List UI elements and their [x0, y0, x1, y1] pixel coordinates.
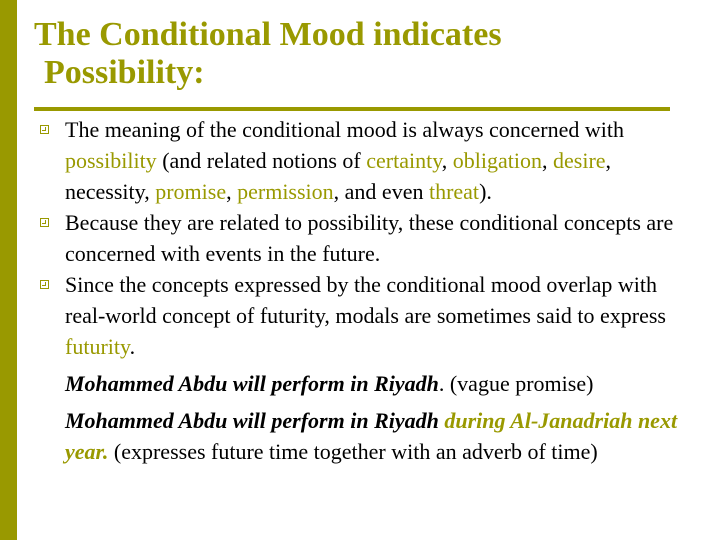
bullet-text-segment: , [441, 148, 453, 173]
bullet-item-future [38, 207, 698, 269]
example-note: . (vague promise) [438, 371, 594, 396]
highlighted-term: threat [428, 179, 480, 204]
highlighted-term: promise [155, 179, 227, 204]
highlighted-term: permission [237, 179, 334, 204]
slide-title [34, 16, 674, 92]
bullet-text-segment: (and related notions of [156, 148, 367, 173]
bullet-text-segment: . [129, 334, 136, 359]
example-text: Mohammed Abdu will perform in Riyadh [65, 408, 445, 433]
highlighted-term: futurity [65, 334, 130, 359]
example-sentence-2 [38, 405, 698, 467]
example-text: Mohammed Abdu will perform in Riyadh [65, 371, 439, 396]
example-highlighted-phrase: during Al-Janadriah next year. [65, 408, 678, 464]
bullet-text [65, 272, 666, 359]
highlighted-term: desire [553, 148, 606, 173]
bullet-text-segment: The meaning of the conditional mood is always concerned with [65, 117, 625, 142]
example-note: (expresses future time together with an adverb of time) [108, 439, 598, 464]
bullet-text-segment: , and even [333, 179, 429, 204]
slide-title-line-2: Possibility: [44, 54, 205, 91]
square-bullet-icon [40, 280, 49, 289]
bullet-text-segment: , [226, 179, 238, 204]
slide-body [38, 114, 698, 467]
highlighted-term: obligation [452, 148, 542, 173]
bullet-text [65, 117, 624, 204]
bullet-item-meaning [38, 114, 698, 207]
title-underline [34, 107, 670, 111]
bullet-text-segment: Since the concepts expressed by the conditional mood overlap with real-world concept of futurity, modals are sometimes said to express [65, 272, 666, 328]
bullet-text-segment: , necessity, [65, 148, 612, 204]
square-bullet-icon [40, 218, 49, 227]
left-accent-bar [0, 0, 17, 540]
highlighted-term: certainty [366, 148, 442, 173]
bullet-text-segment: ). [479, 179, 492, 204]
highlighted-term: possibility [65, 148, 157, 173]
bullet-text-segment: , [542, 148, 553, 173]
slide-title-line-1: The Conditional Mood indicates [34, 16, 502, 53]
bullet-text: Because they are related to possibility, these conditional concepts are concerned with events in the future. [65, 210, 674, 266]
bullet-item-futurity [38, 269, 698, 362]
example-sentence-1 [38, 368, 698, 399]
square-bullet-icon [40, 125, 49, 134]
